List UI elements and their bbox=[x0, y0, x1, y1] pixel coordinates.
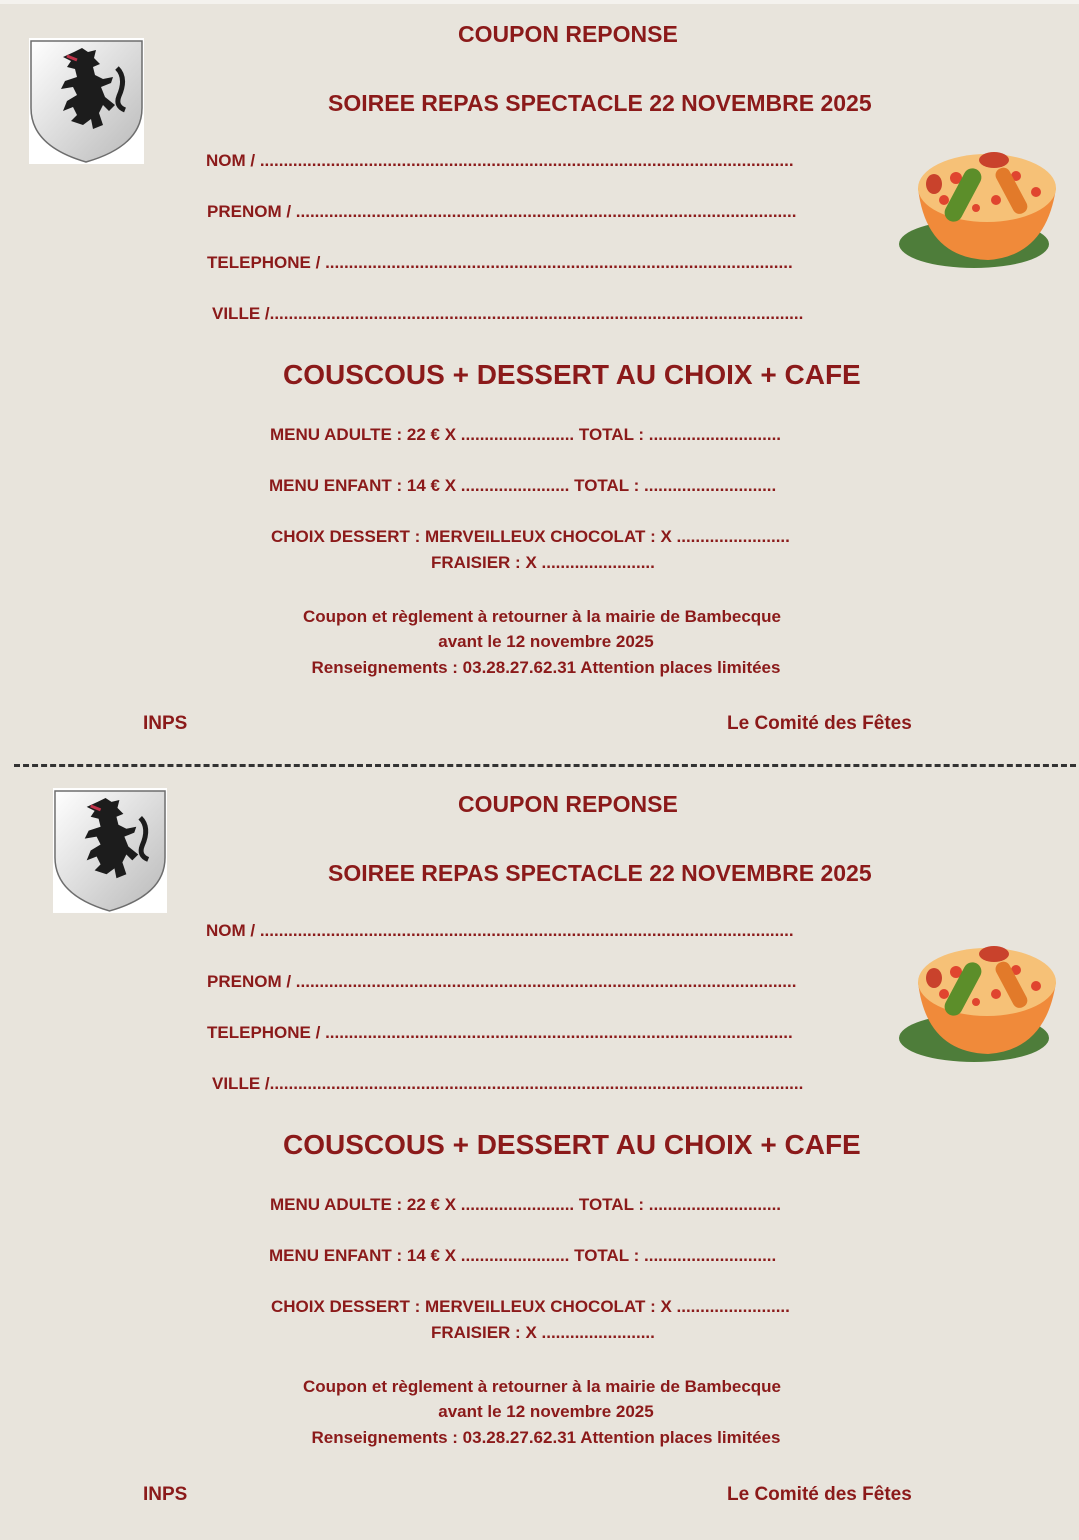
contact-info: Renseignements : 03.28.27.62.31 Attention places limitées bbox=[311, 658, 781, 677]
menu-adulte-line[interactable]: MENU ADULTE : 22 € X ........................ TOTAL : ............................ bbox=[270, 1195, 782, 1214]
menu-enfant-line[interactable]: MENU ENFANT : 14 € X ....................... TOTAL : ............................ bbox=[269, 476, 777, 495]
cut-line bbox=[14, 764, 1076, 767]
nom-field[interactable]: NOM / ................................................................................................................. bbox=[206, 921, 794, 940]
contact-info: Renseignements : 03.28.27.62.31 Attention places limitées bbox=[311, 1428, 781, 1447]
coupon-title: COUPON REPONSE bbox=[458, 791, 678, 817]
prenom-field[interactable]: PRENOM / .......................................................................................................... bbox=[207, 972, 797, 991]
couscous-bowl-icon bbox=[896, 148, 1056, 273]
coupon-bottom bbox=[0, 770, 1079, 1540]
footer-comite: Le Comité des Fêtes bbox=[727, 713, 912, 734]
return-instructions: Coupon et règlement à retourner à la mairie de Bambecque bbox=[302, 1377, 782, 1396]
menu-heading: COUSCOUS + DESSERT AU CHOIX + CAFE bbox=[283, 1129, 861, 1160]
footer-comite: Le Comité des Fêtes bbox=[727, 1484, 912, 1505]
nom-field[interactable]: NOM / ................................................................................................................. bbox=[206, 151, 794, 170]
return-instructions: Coupon et règlement à retourner à la mairie de Bambecque bbox=[302, 607, 782, 626]
telephone-field[interactable]: TELEPHONE / ................................................................................................... bbox=[207, 1023, 793, 1042]
ville-field[interactable]: VILLE /................................................................................................................. bbox=[212, 1074, 804, 1093]
lion-crest-icon bbox=[53, 788, 167, 913]
coupon-title: COUPON REPONSE bbox=[458, 21, 678, 47]
lion-crest-icon bbox=[29, 38, 144, 164]
menu-adulte-line[interactable]: MENU ADULTE : 22 € X ........................ TOTAL : ............................ bbox=[270, 425, 782, 444]
menu-enfant-line[interactable]: MENU ENFANT : 14 € X ....................... TOTAL : ............................ bbox=[269, 1246, 777, 1265]
menu-heading: COUSCOUS + DESSERT AU CHOIX + CAFE bbox=[283, 359, 861, 390]
dessert-choice-line[interactable]: CHOIX DESSERT : MERVEILLEUX CHOCOLAT : X ........................ bbox=[271, 1297, 790, 1316]
fraisier-line[interactable]: FRAISIER : X ........................ bbox=[431, 553, 655, 572]
deadline-text: avant le 12 novembre 2025 bbox=[438, 632, 654, 651]
prenom-field[interactable]: PRENOM / .......................................................................................................... bbox=[207, 202, 797, 221]
event-title: SOIREE REPAS SPECTACLE 22 NOVEMBRE 2025 bbox=[328, 860, 872, 886]
dessert-choice-line[interactable]: CHOIX DESSERT : MERVEILLEUX CHOCOLAT : X ........................ bbox=[271, 527, 790, 546]
event-title: SOIREE REPAS SPECTACLE 22 NOVEMBRE 2025 bbox=[328, 90, 872, 116]
ville-field[interactable]: VILLE /................................................................................................................. bbox=[212, 304, 804, 323]
fraisier-line[interactable]: FRAISIER : X ........................ bbox=[431, 1323, 655, 1342]
deadline-text: avant le 12 novembre 2025 bbox=[438, 1402, 654, 1421]
couscous-bowl-icon bbox=[896, 942, 1056, 1067]
footer-inps: INPS bbox=[143, 1484, 188, 1505]
telephone-field[interactable]: TELEPHONE / ................................................................................................... bbox=[207, 253, 793, 272]
footer-inps: INPS bbox=[143, 713, 188, 734]
